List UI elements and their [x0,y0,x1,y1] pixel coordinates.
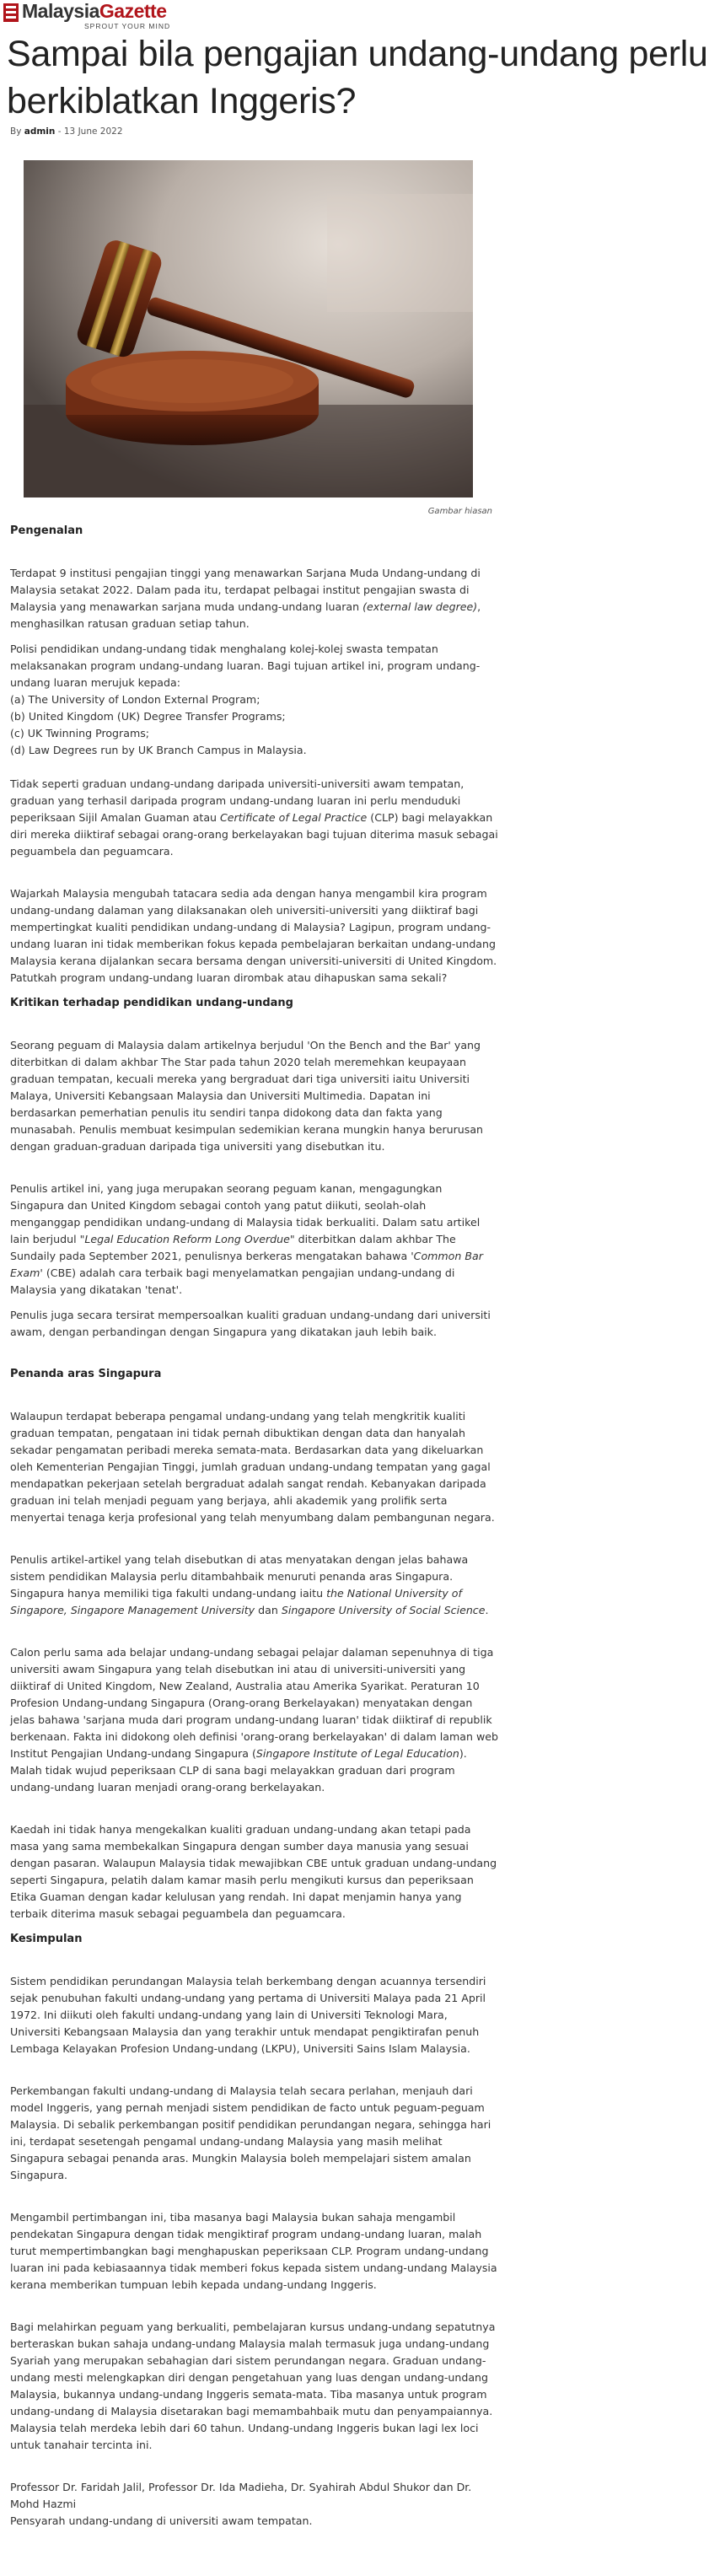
article-image [24,160,473,497]
program-list [10,691,499,759]
article-body [10,523,499,2538]
paragraph: Penulis artikel ini, yang juga merupakan seorang peguam kanan, mengagungkan Singapura dan United Kingdom sebagai contoh yang patut diikuti, seolah-olah menganggap pendidikan undang-undang di Malaysia tidak berkualiti. Dalam satu artikel lain berjudul "Legal Education Reform Long Overdue" diterbitkan dalam akhbar The Sundaily pada September 2021, penulisnya berkeras mengatakan bahawa 'Common Bar Exam' (CBE) adalah cara terbaik bagi menyelamatkan pengajian undang-undang di Malaysia yang dikatakan 'tenat'. [10,1182,483,1296]
paragraph: Wajarkah Malaysia mengubah tatacara sedia ada dengan hanya mengambil kira program undang-undang dalaman yang dilaksanakan oleh universiti-universiti yang diiktiraf bagi mempertingkat kualiti pendidikan undang-undang di Malaysia? Lagipun, program undang-undang luaran ini tidak memberikan fokus kepada pembelajaran berkaitan undang-undang Malaysia kerana dijalankan secara bersama dengan universiti-universiti di United Kingdom. Patutkah program undang-undang luaran dirombak atau dihapuskan sama sekali? [10,887,497,984]
list-item: (c) UK Twinning Programs; [10,727,150,739]
paragraph: Penulis artikel-artikel yang telah disebutkan di atas menyatakan dengan jelas bahawa sistem pendidikan Malaysia perlu ditambahbaik menuruti penanda aras Singapura. Singapura hanya memiliki tiga fakulti undang-undang iaitu the National University of Singapore, Singapore Management University dan Singapore University of Social Science. [10,1553,489,1616]
authors: Professor Dr. Faridah Jalil, Professor Dr. Ida Madieha, Dr. Syahirah Abdul Shukor dan Dr. Mohd Hazmi [10,2481,472,2510]
paragraph: Calon perlu sama ada belajar undang-undang sebagai pelajar dalaman sepenuhnya di tiga universiti awam Singapura yang telah disebutkan ini atau di universiti-universiti yang diiktiraf di United Kingdom, New Zealand, Australia atau Amerika Syarikat. Peraturan 10 Profesion Undang-undang Singapura (Orang-orang Berkelayakan) menyatakan dengan jelas bahawa 'sarjana muda dari program undang-undang luaran' tidak diiktiraf di republik berkenaan. Fakta ini didokong oleh definisi 'orang-orang berkelayakan' di dalam laman web Institut Pengajian Undang-undang Singapura (Singapore Institute of Legal Education). Malah tidak wujud peperiksaan CLP di sana bagi melayakkan graduan dari program undang-undang luaran menjadi orang-orang berkelayakan. [10,1646,498,1794]
paragraph: Seorang peguam di Malaysia dalam artikelnya berjudul 'On the Bench and the Bar' yang diterbitkan di dalam akhbar The Star pada tahun 2020 telah meremehkan keupayaan graduan tempatan, kecuali mereka yang bergraduat dari tiga universiti iaitu Universiti Malaya, Universiti Kebangsaan Malaysia dan Universiti Multimedia. Dapatan ini berdasarkan pemerhatian penulis itu sendiri tanpa didokong data dan fakta yang munasabah. Penulis membuat kesimpulan sedemikian kerana mungkin hanya berurusan dengan graduan-graduan daripada tiga universiti yang disebutkan itu. [10,1039,484,1153]
paragraph: Walaupun terdapat beberapa pengamal undang-undang yang telah mengkritik kualiti graduan tempatan, pengataan ini tidak pernah dibuktikan dengan data dan hanyalah sekadar pengamatan peribadi mereka semata-mata. Berdasarkan data yang dikeluarkan oleh Kementerian Pengajian Tinggi, jumlah graduan undang-undang tempatan yang gagal mendapatkan pekerjaan setelah bergraduat adalah sangat rendah. Kebanyakan daripada graduan ini telah menjadi peguam yang berjaya, ahli akademik yang prolifik serta menyertai tenaga kerja profesional yang telah menyumbang dalam pembangunan negara. [10,1410,495,1524]
critique-heading: Kritikan terhadap pendidikan undang-undang [10,997,293,1009]
article-title: Sampai bila pengajian undang-undang perlu berkiblatkan Inggeris? [7,34,708,121]
paragraph: Mengambil pertimbangan ini, tiba masanya bagi Malaysia bukan sahaja mengambil pendekatan Singapura dengan tidak mengiktiraf program undang-undang luaran, malah turut mempertimbangkan bagi menghapuskan peperiksaan CLP. Program undang-undang luaran ini pada kebiasaannya tidak memberi fokus kepada sistem undang-undang Malaysia kerana memberikan tumpuan lebih kepada undang-undang Inggeris. [10,2211,497,2291]
paragraph: Polisi pendidikan undang-undang tidak menghalang kolej-kolej swasta tempatan melaksanakan program undang-undang luaran. Bagi tujuan artikel ini, program undang-undang luaran merujuk kepada: [10,643,481,689]
brand-part2: Gazette [99,0,167,22]
brand-part1: Malaysia [22,0,99,22]
publish-date: 13 June 2022 [63,126,123,137]
paragraph: Sistem pendidikan perundangan Malaysia telah berkembang dengan acuannya tersendiri sejak penubuhan fakulti undang-undang yang pertama di Universiti Malaya pada 21 April 1972. Ini diikuti oleh fakulti undang-undang yang lain di Universiti Teknologi Mara, Universiti Kebangsaan Malaysia dan yang terakhir untuk mendapat pengiktirafan penuh Lembaga Kelayakan Profesion Undang-undang (LKPU), Universiti Sains Islam Malaysia. [10,1975,486,2055]
paragraph: Penulis juga secara tersirat mempersoalkan kualiti graduan undang-undang dari universiti awam, dengan perbandingan dengan Singapura yang dikatakan jauh lebih baik. [10,1309,491,1338]
paragraph: Perkembangan fakulti undang-undang di Malaysia telah secara perlahan, menjauh dari model Inggeris, yang pernah menjadi sistem pendidikan de facto untuk peguam-peguam Malaysia. Di sebalik perkembangan positif pendidikan perundangan negara, sehingga hari ini, terdapat sesetengah pengamal undang-undang Malaysia yang masih melihat Singapura sebagai penanda aras. Mungkin Malaysia boleh mempelajari sistem amalan Singapura. [10,2084,491,2181]
article-meta [10,126,123,137]
meta-separator: - [57,126,62,137]
intro-heading: Pengenalan [10,524,83,537]
singapore-heading: Penanda aras Singapura [10,1368,162,1380]
site-tagline: SPROUT YOUR MIND [84,22,171,30]
gavel-photo [24,160,473,497]
author-link[interactable]: admin [24,126,56,137]
by-label: By [10,126,22,137]
site-brand [22,0,167,23]
image-caption: Gambar hiasan [427,507,492,516]
list-item: (b) United Kingdom (UK) Degree Transfer Programs; [10,710,286,723]
paragraph: Kaedah ini tidak hanya mengekalkan kualiti graduan undang-undang akan tetapi pada masa yang sama membekalkan Singapura dengan sumber daya manusia yang sesuai dengan pasaran. Walaupun Malaysia tidak mewajibkan CBE untuk graduan undang-undang seperti Singapura, pelatih dalam kamar masih perlu mengikuti kursus dan peperiksaan Etika Guaman dengan kadar kelulusan yang rendah. Ini dapat menjamin hanya yang terbaik diterima masuk sebagai peguambela dan peguamcara. [10,1823,497,1920]
conclusion-heading: Kesimpulan [10,1933,83,1945]
list-item: (d) Law Degrees run by UK Branch Campus in Malaysia. [10,744,307,756]
newspaper-logo-icon [3,3,19,22]
paragraph: Bagi melahirkan peguam yang berkualiti, pembelajaran kursus undang-undang sepatutnya berteraskan bukan sahaja undang-undang Malaysia malah termasuk juga undang-undang Syariah yang merupakan sebahagian dari sistem perundangan negara. Graduan undang-undang mesti melengkapkan diri dengan pengetahuan yang luas dengan undang-undang Malaysia, bukannya undang-undang Inggeris semata-mata. Tiba masanya untuk program undang-undang di Malaysia disetarakan bagi memambahbaik mutu dan penyampaiannya. Malaysia telah merdeka lebih dari 60 tahun. Undang-undang Inggeris bukan lagi lex loci untuk tanahair tercinta ini. [10,2321,496,2451]
paragraph: Tidak seperti graduan undang-undang daripada universiti-universiti awam tempatan, graduan yang terhasil daripada program undang-undang luaran ini perlu menduduki peperiksaan Sijil Amalan Guaman atau Certificate of Legal Practice (CLP) bagi melayakkan diri mereka diiktiraf sebagai orang-orang berkelayakan bagi tujuan diterima masuk sebagai peguambela dan peguamcara. [10,777,498,858]
site-logo[interactable] [3,2,223,34]
paragraph: Terdapat 9 institusi pengajian tinggi yang menawarkan Sarjana Muda Undang-undang di Malaysia setakat 2022. Dalam pada itu, terdapat pelbagai institut pengajian swasta di Malaysia yang menawarkan sarjana muda undang-undang luaran (external law degree), menghasilkan ratusan graduan setiap tahun. [10,567,481,630]
list-item: (a) The University of London External Program; [10,693,260,706]
authors-role: Pensyarah undang-undang di universiti awam tempatan. [10,2514,313,2527]
